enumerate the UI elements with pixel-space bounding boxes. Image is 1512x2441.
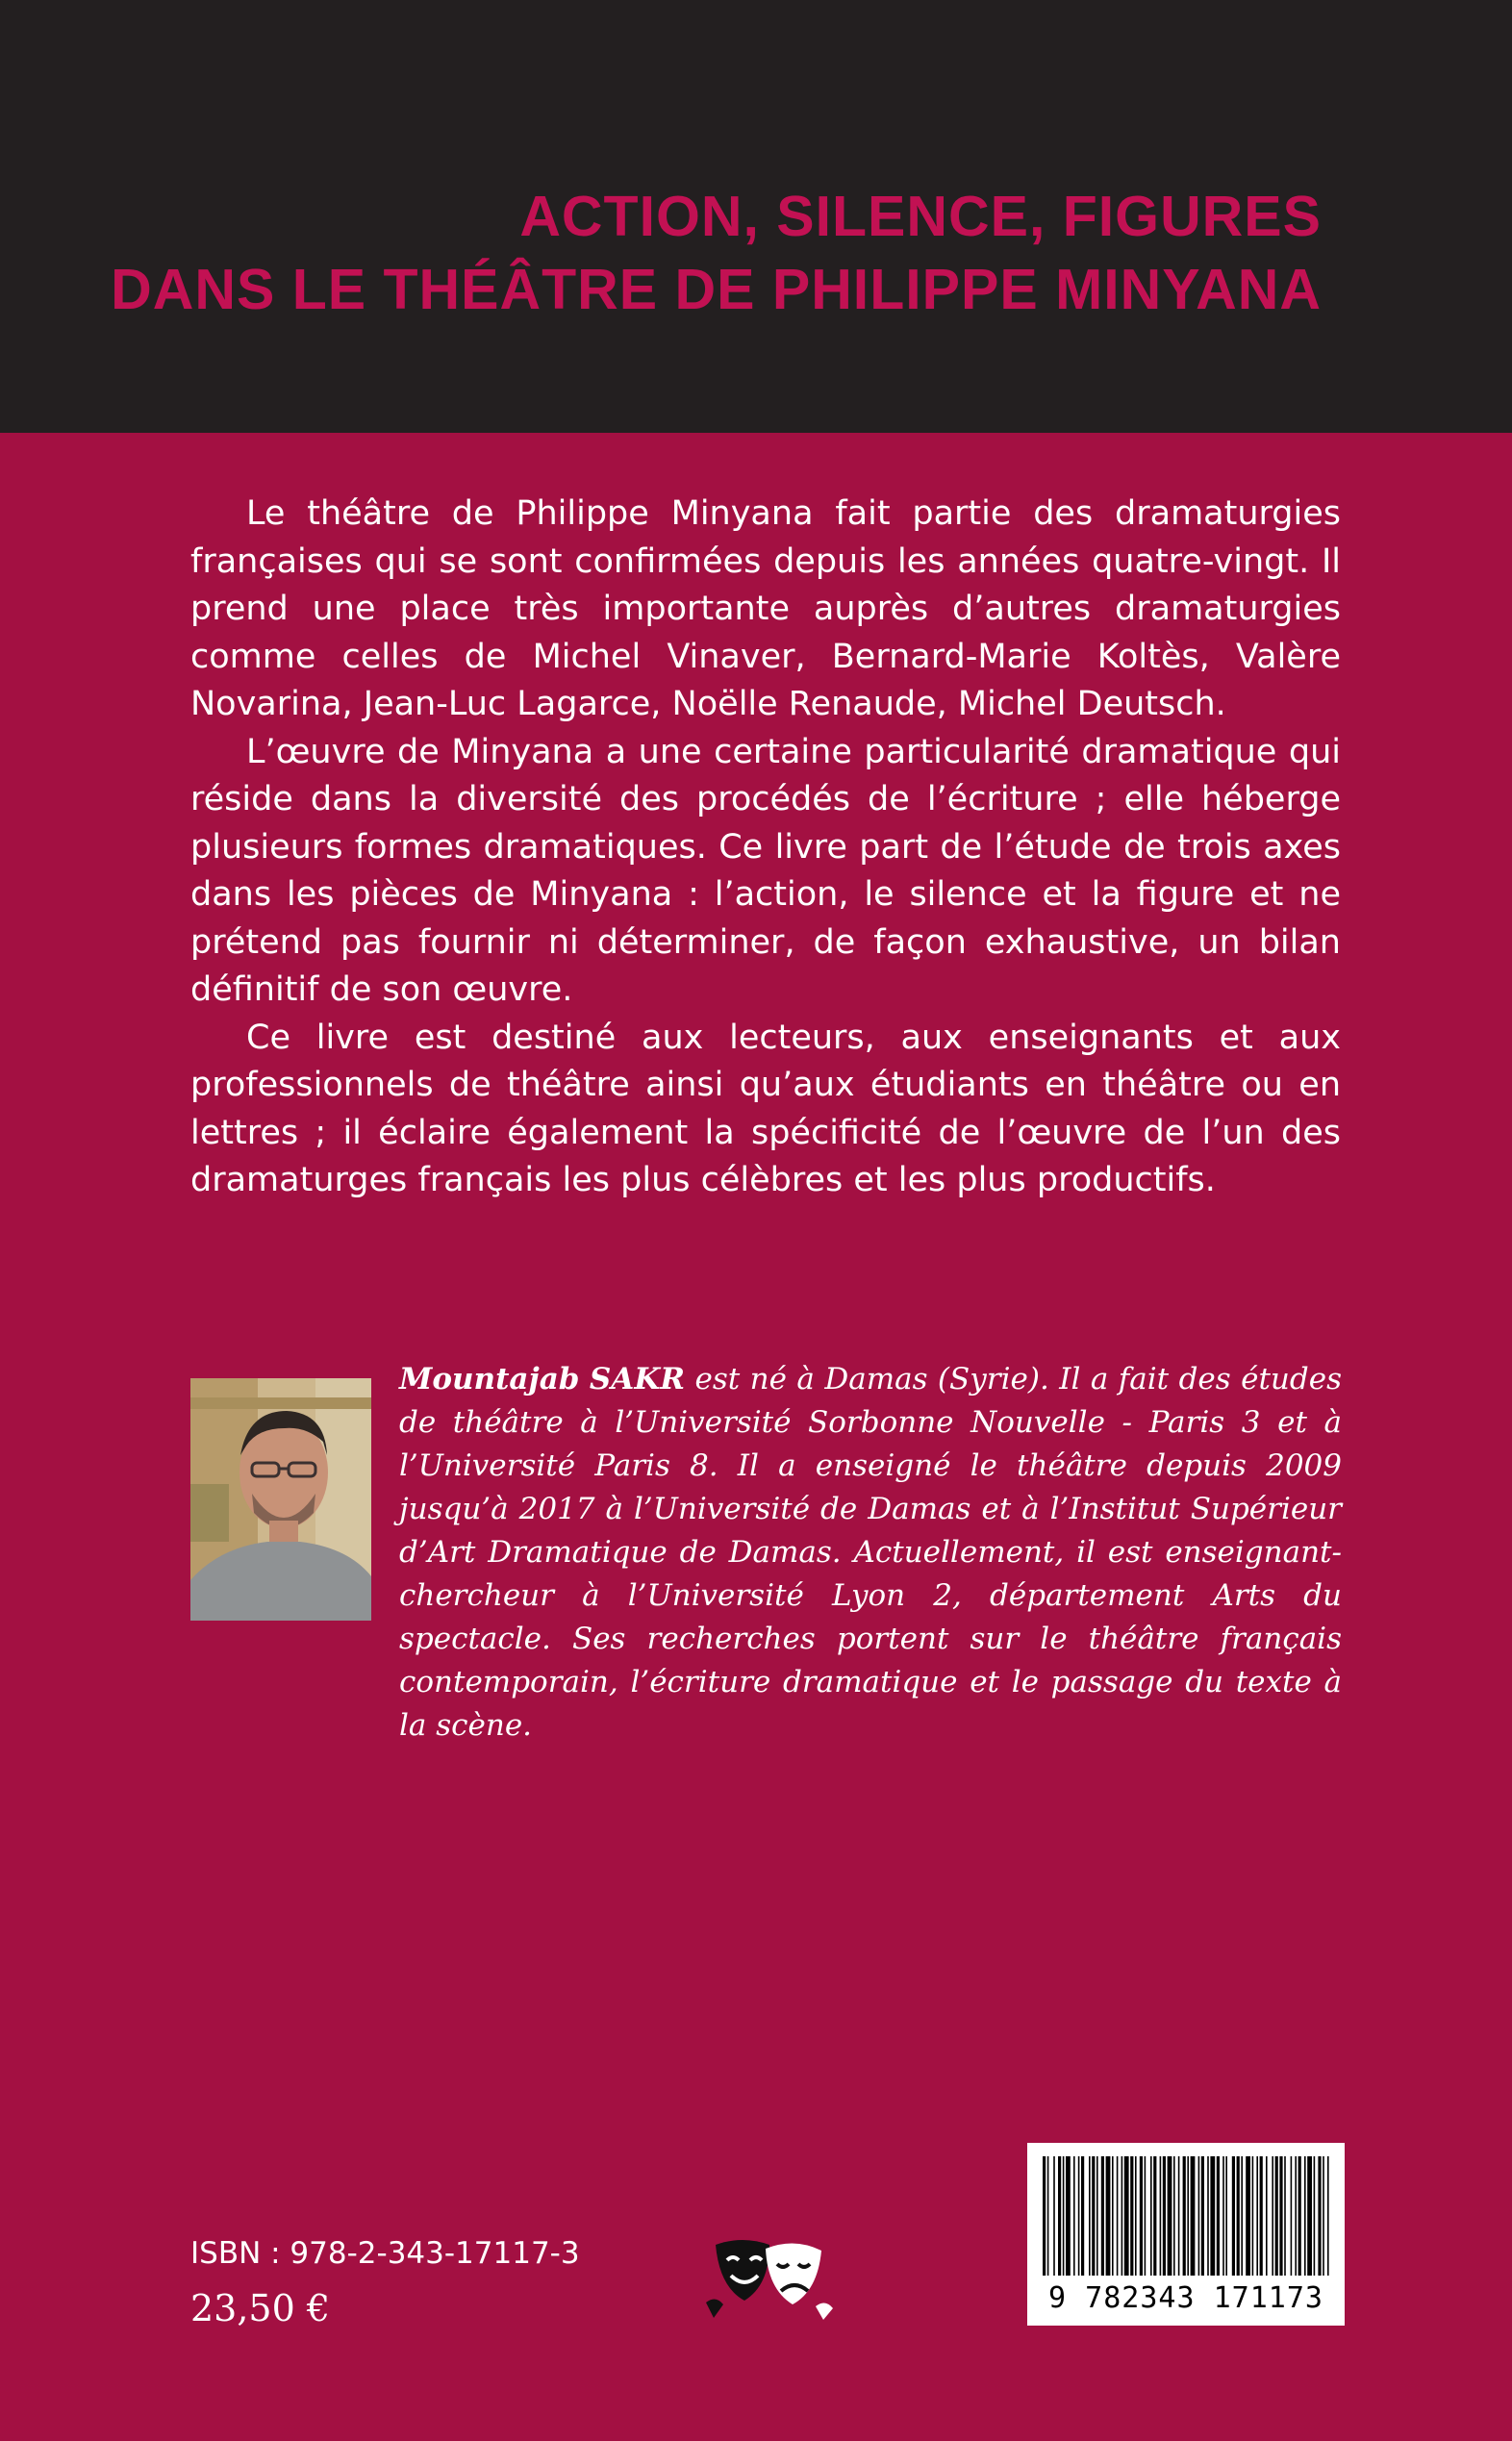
isbn: ISBN : 978-2-343-17117-3 [190,2236,580,2271]
barcode-bar [1112,2156,1114,2276]
barcode-bar [1252,2156,1254,2276]
barcode-bar [1291,2156,1293,2276]
barcode-bar [1145,2156,1147,2276]
barcode-bar [1178,2156,1180,2276]
barcode-bar [1323,2156,1324,2276]
barcode-bar [1047,2156,1049,2276]
barcode-bar [1201,2156,1204,2276]
barcode-bar [1163,2156,1166,2276]
barcode-bar [1314,2156,1316,2276]
author-photo [190,1378,371,1621]
barcode-bar [1089,2156,1091,2276]
barcode-bar [1307,2156,1312,2276]
barcode-bar [1210,2156,1215,2276]
barcode-bar [1327,2156,1329,2276]
barcode-bar [1043,2156,1046,2276]
barcode-bar [1053,2156,1055,2276]
barcode-bar [1241,2156,1243,2276]
barcode-bar [1187,2156,1189,2276]
barcode-bar [1246,2156,1250,2276]
author-first-name: Mountajab [399,1362,580,1397]
barcode-bar [1225,2156,1227,2276]
barcode-bar [1232,2156,1235,2276]
barcode-bar [1168,2156,1172,2276]
barcode-bar [1101,2156,1104,2276]
barcode-bar [1173,2156,1175,2276]
theatre-masks-logo-icon [702,2231,837,2324]
barcode-bar [1304,2156,1306,2276]
author-last-name: SAKR [589,1362,686,1397]
barcode-bar [1191,2156,1196,2276]
barcode-bar [1198,2156,1200,2276]
barcode-bar [1207,2156,1209,2276]
barcode-bar [1318,2156,1321,2276]
barcode-digits: 9 782343 171173 [1048,2281,1323,2315]
barcode-bar [1183,2156,1186,2276]
summary-paragraph-2: L’œuvre de Minyana a une certaine particularité dramatique qui réside dans la diversité des procédés de l’écriture ; elle héberge plusieurs formes dramatiques. Ce livre part de l’étude de trois axes dans les pièces de Minyana : l’action, le silence et la figure et ne prétend pas fournir ni déterminer, de façon exhaustive, un bilan définitif de son œuvre. [190,732,1341,1009]
barcode-bar [1266,2156,1268,2276]
barcode-bar [1153,2156,1156,2276]
barcode-bar [1124,2156,1129,2276]
barcode-bar [1275,2156,1278,2276]
barcode-bar [1106,2156,1111,2276]
barcode-bar [1096,2156,1098,2276]
barcode-bar [1073,2156,1075,2276]
barcode-bar [1272,2156,1273,2276]
barcode-bar [1295,2156,1297,2276]
barcode-bars [1043,2156,1329,2276]
barcode-bar [1121,2156,1123,2276]
price: 23,50 € [190,2287,331,2329]
book-title-line-2: DANS LE THÉÂTRE DE PHILIPPE MINYANA [111,258,1322,321]
barcode-bar [1081,2156,1084,2276]
barcode [1027,2143,1345,2326]
barcode-bar [1066,2156,1071,2276]
barcode-bar [1256,2156,1258,2276]
barcode-bar [1150,2156,1152,2276]
barcode-bar [1284,2156,1286,2276]
barcode-bar [1237,2156,1240,2276]
barcode-bar [1135,2156,1137,2276]
barcode-bar [1117,2156,1119,2276]
barcode-bar [1298,2156,1301,2276]
barcode-bar [1063,2156,1065,2276]
book-summary [190,491,1341,1205]
barcode-bar [1058,2156,1061,2276]
summary-paragraph-3: Ce livre est destiné aux lecteurs, aux enseignants et aux professionnels de théâtre ainsi qu’aux étudiants en théâtre ou en lettres ; il éclaire également la spécificité de l’œuvre de l’un des dramaturges français les plus célèbres et les plus productifs. [190,1018,1341,1199]
header-band [0,0,1512,433]
book-title-line-1: ACTION, SILENCE, FIGURES [519,185,1322,248]
summary-paragraph-1: Le théâtre de Philippe Minyana fait partie des dramaturgies françaises qui se sont confirmées depuis les années quatre-vingt. Il prend une place très importante auprès d’autres dramaturgies comme celles de Michel Vinaver, Bernard-Marie Koltès, Valère Novarina, Jean-Luc Lagarce, Noëlle Renaude, Michel Deutsch. [190,494,1341,723]
author-bio [399,1358,1342,1748]
barcode-bar [1222,2156,1224,2276]
barcode-bar [1279,2156,1282,2276]
barcode-bar [1140,2156,1143,2276]
barcode-bar [1217,2156,1220,2276]
barcode-bar [1160,2156,1162,2276]
barcode-bar [1130,2156,1133,2276]
barcode-bar [1260,2156,1263,2276]
author-bio-text: est né à Damas (Syrie). Il a fait des études de théâtre à l’Université Sorbonne Nouvelle - Paris 3 et à l’Université Paris 8. Il a enseigné le théâtre depuis 2009 jusqu’à 2017 à l’Université de Damas et à l’Institut Supérieur d’Art Dramatique de Damas. Actuellement, il est enseignant-chercheur à l’Université Lyon 2, département Arts du spectacle. Ses recherches portent sur le théâtre français contemporain, l’écriture dramatique et le passage du texte à la scène. [399,1362,1342,1743]
barcode-bar [1078,2156,1080,2276]
barcode-bar [1092,2156,1095,2276]
